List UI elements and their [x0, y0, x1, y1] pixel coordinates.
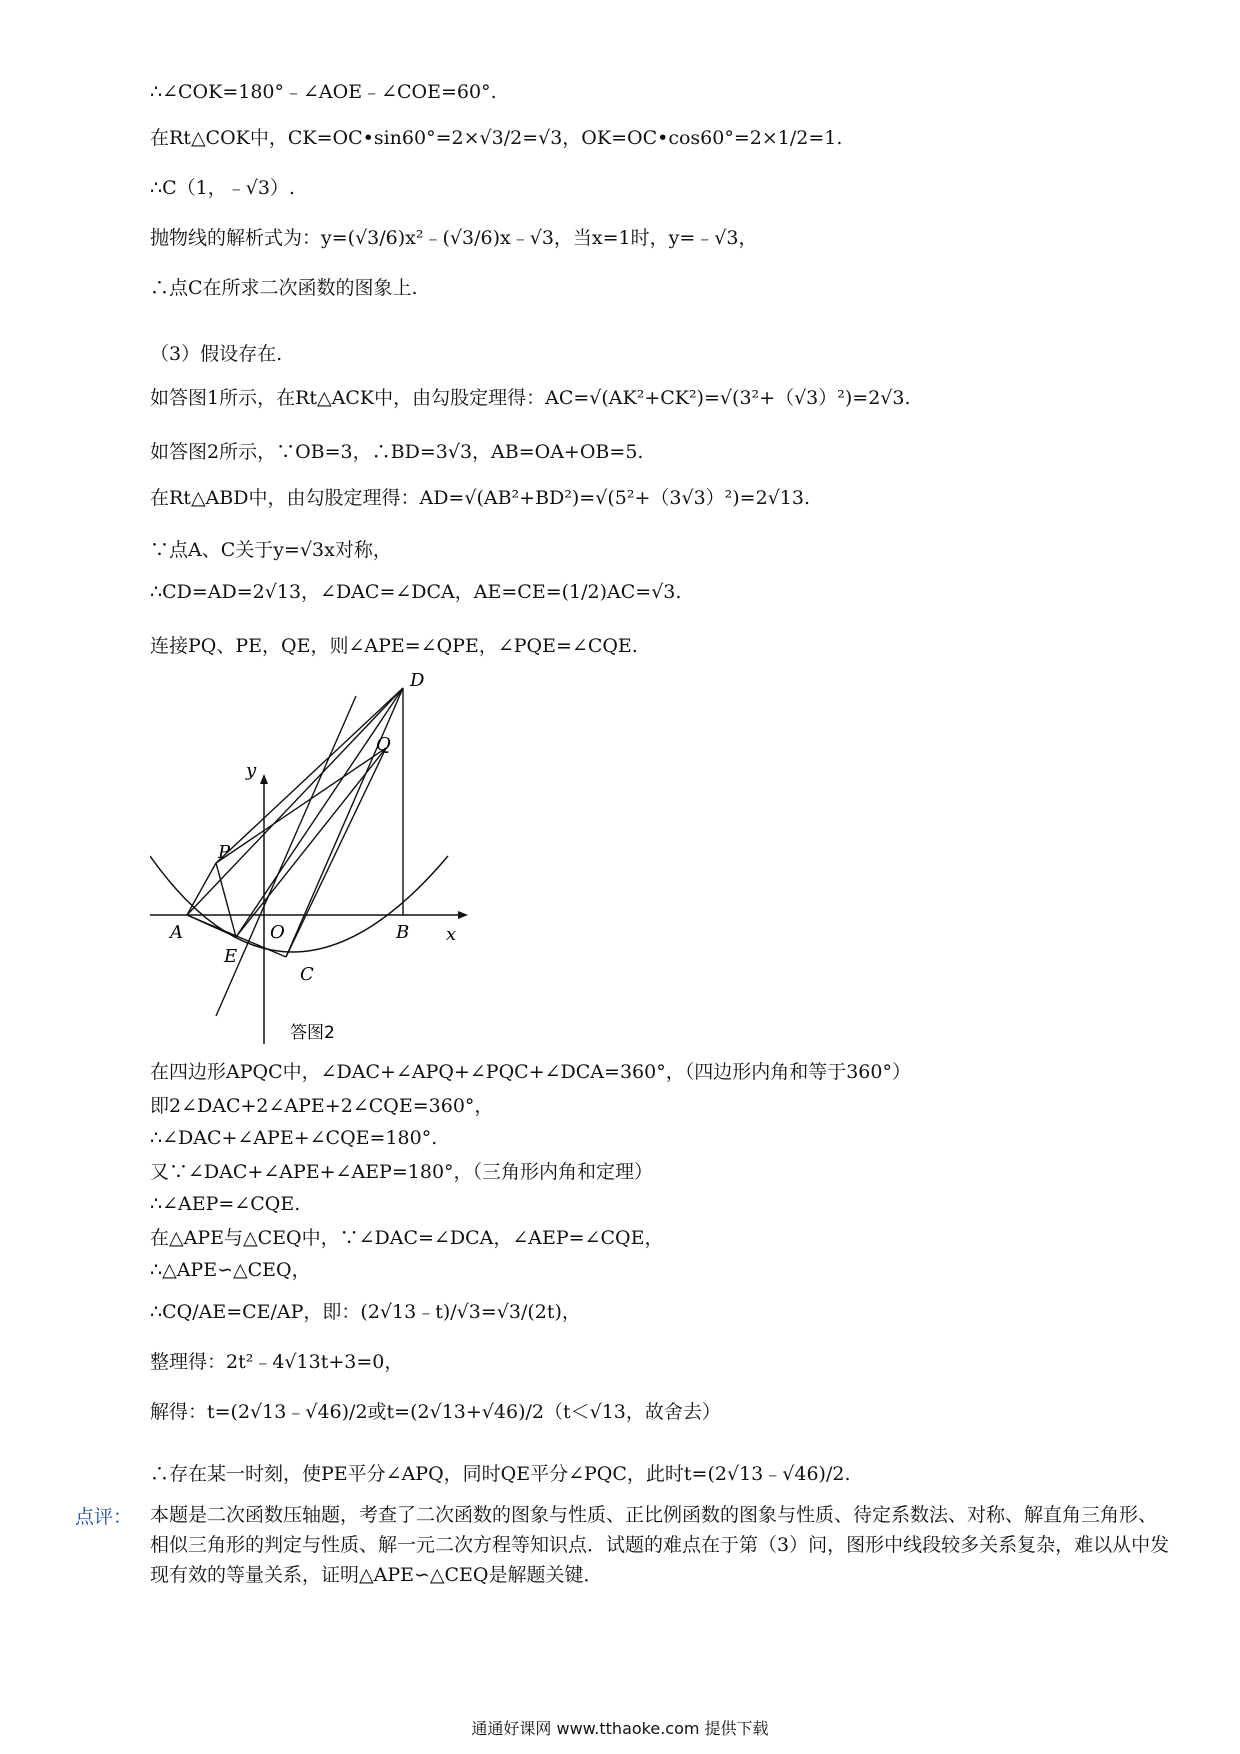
answer-figure-2	[150, 668, 480, 1046]
segment-ed	[236, 688, 403, 937]
figure-caption: 答图2	[290, 1023, 335, 1043]
label-d: D	[410, 670, 425, 691]
line-22: 解得：t=(2√13﹣√46)/2或t=(2√13+√46)/2（t＜√13，故舍去）	[150, 1401, 721, 1423]
line-19: ∴△APE∽△CEQ，	[150, 1259, 311, 1281]
line-12: 连接PQ、PE，QE，则∠APE=∠QPE，∠PQE=∠CQE.	[150, 635, 638, 657]
segment-pq	[216, 748, 386, 863]
segment-pd	[216, 688, 403, 863]
line-23: ∴存在某一时刻，使PE平分∠APQ，同时QE平分∠PQC，此时t=(2√13﹣√46)/2.	[150, 1463, 851, 1485]
line-1: ∴∠COK=180°﹣∠AOE﹣∠COE=60°.	[150, 81, 497, 103]
remark-label: 点评：	[75, 1506, 133, 1528]
line-11: ∴CD=AD=2√13，∠DAC=∠DCA，AE=CE=(1/2)AC=√3.	[150, 581, 682, 603]
label-q: Q	[376, 734, 391, 755]
x-axis-arrow	[458, 911, 468, 919]
segment-ad	[187, 688, 403, 915]
page-footer: 通通好课网 www.tthaoke.com 提供下载	[471, 1719, 769, 1738]
line-14: 即2∠DAC+2∠APE+2∠CQE=360°，	[150, 1095, 494, 1117]
segment-eq	[236, 748, 386, 937]
line-4: 抛物线的解析式为：y=(√3/6)x²﹣(√3/6)x﹣√3，当x=1时，y=﹣√3，	[150, 227, 758, 249]
line-16: 又∵∠DAC+∠APE+∠AEP=180°，（三角形内角和定理）	[150, 1161, 654, 1183]
label-e: E	[224, 946, 238, 967]
label-a: A	[170, 922, 183, 943]
label-o: O	[270, 922, 285, 943]
line-5: ∴点C在所求二次函数的图象上.	[150, 277, 418, 299]
label-x: x	[446, 924, 457, 945]
line-3: ∴C（1，﹣√3）.	[150, 177, 295, 199]
remark-text: 本题是二次函数压轴题，考查了二次函数的图象与性质、正比例函数的图象与性质、待定系数法、对称、解直角三角形、相似三角形的判定与性质、解一元二次方程等知识点．试题的难点在于第（3）问，图形中线段较多关系复杂，难以从中发现有效的等量关系，证明△APE∽△CEQ是解题关键．	[150, 1504, 1170, 1586]
line-10: ∵点A、C关于y=√3x对称，	[150, 539, 392, 561]
label-b: B	[396, 922, 410, 943]
label-y: y	[246, 760, 257, 781]
line-21: 整理得：2t²﹣4√13t+3=0，	[150, 1351, 404, 1373]
line-7: 如答图1所示，在Rt△ACK中，由勾股定理得：AC=√(AK²+CK²)=√(3²+（√3）²)=2√3.	[150, 387, 911, 409]
line-13: 在四边形APQC中，∠DAC+∠APQ+∠PQC+∠DCA=360°，（四边形内角和等于360°）	[150, 1061, 911, 1083]
label-p: P	[218, 842, 231, 863]
label-c: C	[300, 964, 314, 985]
y-axis-arrow	[260, 774, 268, 784]
line-9: 在Rt△ABD中，由勾股定理得：AD=√(AB²+BD²)=√(5²+（3√3）²)=2√13.	[150, 487, 811, 509]
line-15: ∴∠DAC+∠APE+∠CQE=180°.	[150, 1127, 438, 1149]
line-6: （3）假设存在.	[150, 343, 283, 365]
line-8: 如答图2所示，∵OB=3，∴BD=3√3，AB=OA+OB=5.	[150, 441, 644, 463]
line-2: 在Rt△COK中，CK=OC•sin60°=2×√3/2=√3，OK=OC•cos60°=2×1/2=1.	[150, 127, 843, 149]
line-20: ∴CQ/AE=CE/AP，即：(2√13﹣t)/√3=√3/(2t)，	[150, 1301, 581, 1323]
line-18: 在△APE与△CEQ中，∵∠DAC=∠DCA，∠AEP=∠CQE，	[150, 1227, 664, 1249]
line-17: ∴∠AEP=∠CQE.	[150, 1193, 301, 1215]
